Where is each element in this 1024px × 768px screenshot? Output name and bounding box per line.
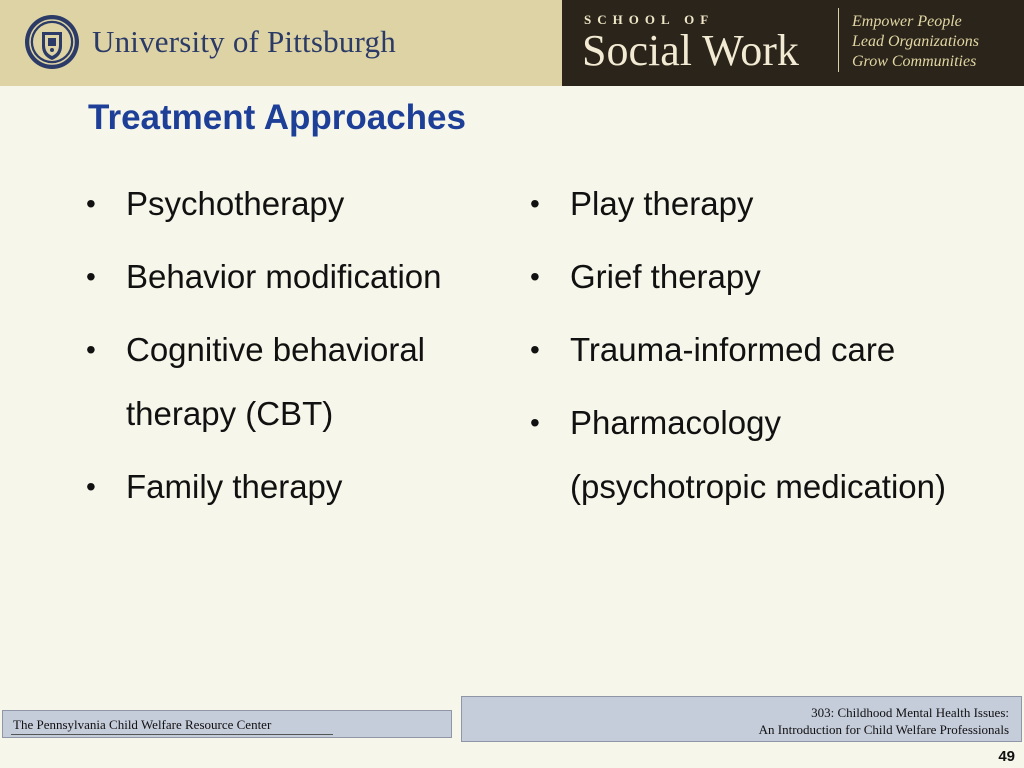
school-of-label: SCHOOL OF bbox=[584, 12, 715, 27]
slide-title: Treatment Approaches bbox=[88, 98, 466, 137]
tagline: Grow Communities bbox=[852, 53, 977, 70]
bullet-glyph: • bbox=[86, 334, 96, 365]
bullet-glyph: • bbox=[86, 188, 96, 219]
school-name: Social Work bbox=[582, 26, 799, 75]
bullet-item bbox=[528, 172, 948, 236]
bullet-item bbox=[528, 245, 948, 309]
right-bullet-list bbox=[528, 172, 948, 528]
bullet-text: Pharmacology (psychotropic medication) bbox=[570, 404, 946, 505]
bullet-text: Behavior modification bbox=[126, 258, 442, 295]
course-subtitle-line: An Introduction for Child Welfare Professionals bbox=[758, 722, 1009, 737]
footer-course-title bbox=[759, 704, 1009, 738]
bullet-glyph: • bbox=[86, 471, 96, 502]
bullet-glyph: • bbox=[530, 334, 540, 365]
footer-left-box bbox=[2, 710, 452, 738]
university-seal-icon bbox=[24, 14, 80, 70]
bullet-text: Family therapy bbox=[126, 468, 343, 505]
bullet-text: Cognitive behavioral therapy (CBT) bbox=[126, 331, 426, 432]
slide-header bbox=[0, 0, 1024, 86]
bullet-text: Trauma-informed care bbox=[570, 331, 896, 368]
bullet-glyph: • bbox=[530, 188, 540, 219]
tagline: Lead Organizations bbox=[852, 33, 979, 50]
bullet-text: Grief therapy bbox=[570, 258, 761, 295]
bullet-item bbox=[84, 455, 484, 519]
bullet-item bbox=[528, 318, 948, 382]
taglines bbox=[852, 12, 979, 72]
course-title-line: 303: Childhood Mental Health Issues: bbox=[811, 705, 1009, 720]
header-left-band bbox=[0, 0, 562, 86]
bullet-item bbox=[84, 172, 484, 236]
footer-organization: The Pennsylvania Child Welfare Resource Center bbox=[13, 717, 272, 732]
bullet-item bbox=[84, 318, 484, 446]
footer-right-box bbox=[461, 696, 1022, 742]
bullet-glyph: • bbox=[530, 407, 540, 438]
bullet-glyph: • bbox=[530, 261, 540, 292]
bullet-glyph: • bbox=[86, 261, 96, 292]
bullet-item bbox=[84, 245, 484, 309]
bullet-item bbox=[528, 391, 948, 519]
bullet-text: Play therapy bbox=[570, 185, 754, 222]
university-name: University of Pittsburgh bbox=[92, 24, 396, 59]
footer-underline bbox=[11, 734, 333, 735]
tagline: Empower People bbox=[852, 13, 962, 30]
header-divider bbox=[838, 8, 839, 72]
left-bullet-list bbox=[84, 172, 484, 528]
page-number: 49 bbox=[998, 748, 1015, 765]
bullet-text: Psychotherapy bbox=[126, 185, 345, 222]
